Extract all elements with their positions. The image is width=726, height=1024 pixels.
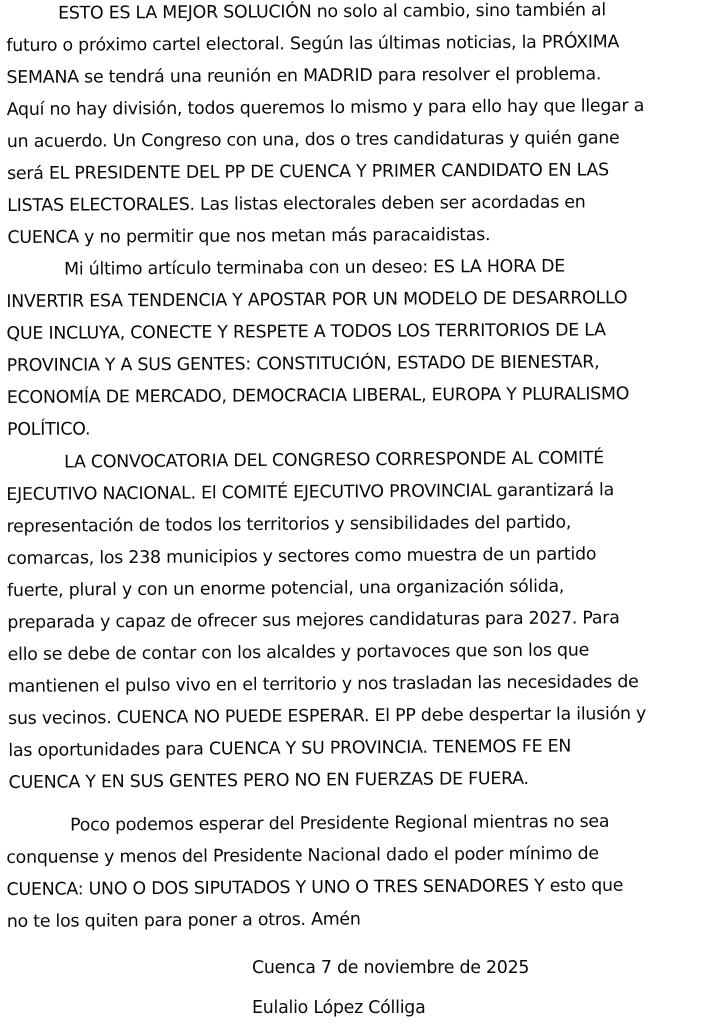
text-line: será EL PRESIDENTE DEL PP DE CUENCA Y PRIMER CANDIDATO EN LAS: [7, 160, 609, 184]
text-line: un acuerdo. Un Congreso con una, dos o tres candidaturas y quién gane: [6, 128, 620, 152]
text-line: no te los quiten para poner a otros. Amén: [6, 909, 361, 932]
text-line: representación de todos los territorios y sensibilidades del partido,: [6, 512, 572, 537]
paragraph-solution: [6, 0, 724, 254]
text-line: preparada y capaz de ofrecer sus mejores candidaturas para 2027. Para: [7, 608, 620, 633]
text-line: Mi último artículo terminaba con un deseo: ES LA HORA DE: [64, 256, 566, 280]
text-line: fuerte, plural y con un enorme potencial, una organización sólida,: [7, 576, 565, 601]
text-line: LISTAS ELECTORALES. Las listas electorales deben ser acordadas en: [7, 192, 586, 216]
text-line: CUENCA Y EN SUS GENTES PERO NO EN FUERZAS DE FUERA.: [8, 768, 529, 793]
text-line: conquense y menos del Presidente Nacional dado el poder mínimo de: [6, 843, 599, 868]
text-line: ECONOMÍA DE MERCADO, DEMOCRACIA LIBERAL, EUROPA Y PLURALISMO: [6, 384, 630, 408]
text-line: LA CONVOCATORIA DEL CONGRESO CORRESPONDE AL COMITÉ: [64, 448, 605, 473]
text-line: CUENCA: UNO O DOS SIPUTADOS Y UNO O TRES SENADORES Y esto que: [6, 875, 624, 900]
text-line: POLÍTICO.: [7, 419, 91, 440]
text-line: las oportunidades para CUENCA Y SU PROVINCIA. TENEMOS FE EN: [8, 736, 572, 761]
paragraph-last-article: [6, 250, 723, 446]
paragraph-expectations: [6, 805, 723, 938]
text-line: mantienen el pulso vivo en el territorio y nos trasladan las necesidades de: [7, 672, 639, 697]
author-signature: Eulalio López Cólliga: [252, 998, 426, 1018]
text-line: comarcas, los 238 municipios y sectores como muestra de un partido: [6, 544, 597, 569]
text-line: Poco podemos esperar del Presidente Regional mientras no sea: [70, 811, 610, 836]
text-line: QUE INCLUYA, CONECTE Y RESPETE A TODOS LOS TERRITORIOS DE LA: [6, 320, 606, 344]
text-line: Aquí no hay división, todos queremos lo mismo y para ello hay que llegar a: [6, 96, 645, 120]
text-line: PROVINCIA Y A SUS GENTES: CONSTITUCIÓN, ESTADO DE BIENESTAR,: [6, 352, 600, 376]
text-line: EJECUTIVO NACIONAL. El COMITÉ EJECUTIVO PROVINCIAL garantizará la: [6, 480, 615, 505]
text-line: INVERTIR ESA TENDENCIA Y APOSTAR POR UN MODELO DE DESARROLLO: [6, 288, 628, 312]
text-line: SEMANA se tendrá una reunión en MADRID para resolver el problema.: [6, 64, 602, 88]
text-line: ello se debe de contar con los alcaldes y portavoces que son los que: [7, 640, 590, 665]
text-line: ESTO ES LA MEJOR SOLUCIÓN no solo al cambio, sino también al: [58, 0, 607, 24]
text-line: sus vecinos. CUENCA NO PUEDE ESPERAR. El PP debe despertar la ilusión y: [8, 703, 647, 729]
date-line: Cuenca 7 de noviembre de 2025: [252, 958, 530, 978]
text-line: futuro o próximo cartel electoral. Según las últimas noticias, la PRÓXIMA: [6, 32, 620, 56]
paragraph-congress-call: [6, 441, 725, 799]
text-line: CUENCA y no permitir que nos metan más paracaidistas.: [7, 225, 491, 248]
